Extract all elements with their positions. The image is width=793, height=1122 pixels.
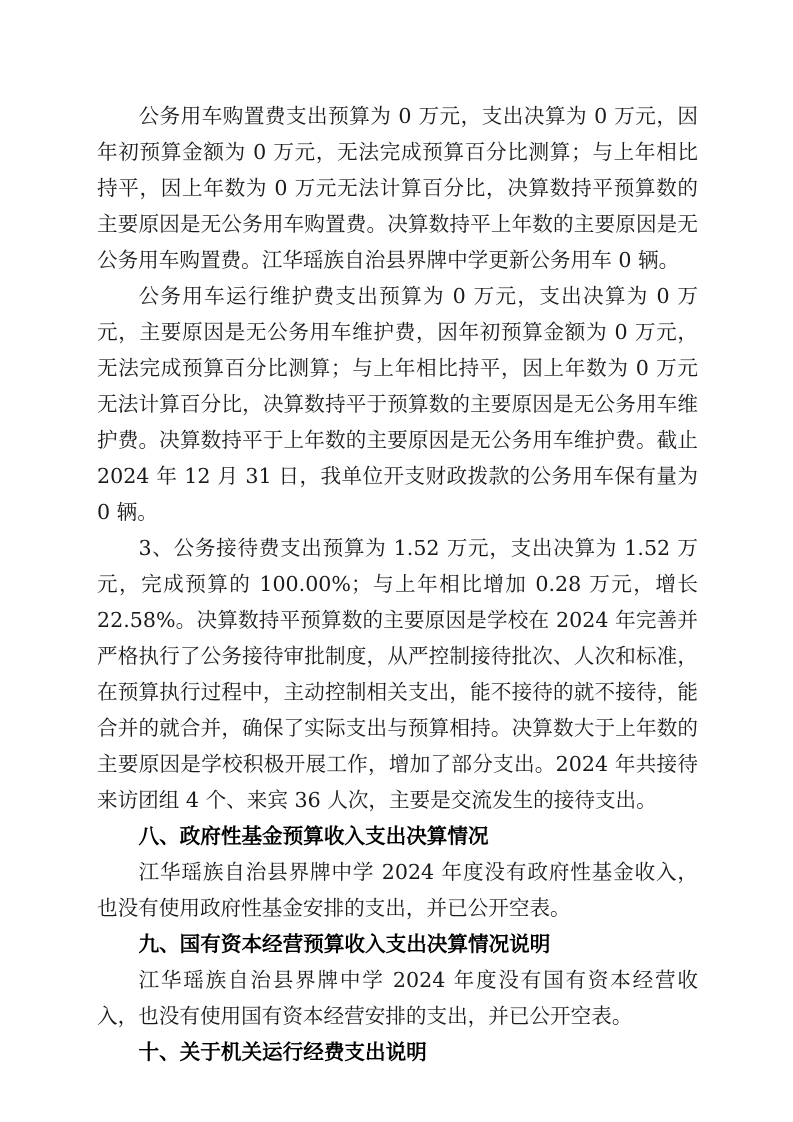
vehicle-maintenance-paragraph: 公务用车运行维护费支出预算为 0 万元，支出决算为 0 万元，主要原因是无公务用车维护费，因年初预算金额为 0 万元，无法完成预算百分比测算；与上年相比持平，因上年数为 0 万元无法计算百分比，决算数持平于预算数的主要原因是无公务用车维护费。决算数持平于上年数的主要原因是无公务用车维护费。截止 2024 年 12 月 31 日，我单位开支财政拨款的公务用车保有量为 0 辆。: [97, 284, 698, 524]
section-heading-government-fund: 八、政府性基金预算收入支出决算情况: [138, 824, 489, 848]
section-body-state-capital: 江华瑶族自治县界牌中学 2024 年度没有国有资本经营收入，也没有使用国有资本经营安排的支出，并已公开空表。: [97, 968, 698, 1028]
document-content: [97, 0, 698, 1070]
section-body-government-fund: 江华瑶族自治县界牌中学 2024 年度没有政府性基金收入，也没有使用政府性基金安排的支出，并已公开空表。: [97, 860, 698, 920]
section-heading-operating-expenses: 十、关于机关运行经费支出说明: [138, 1040, 427, 1064]
section-heading-state-capital: 九、国有资本经营预算收入支出决算情况说明: [138, 932, 551, 956]
reception-expense-paragraph: 3、公务接待费支出预算为 1.52 万元，支出决算为 1.52 万元，完成预算的 100.00%；与上年相比增加 0.28 万元，增长 22.58%。决算数持平预算数的主要原因是学校在 2024 年完善并严格执行了公务接待审批制度，从严控制接待批次、人次和标准，在预算执行过程中，主动控制相关支出，能不接待的就不接待，能合并的就合并，确保了实际支出与预算相持。决算数大于上年数的主要原因是学校积极开展工作，增加了部分支出。2024 年共接待来访团组 4 个、来宾 36 人次，主要是交流发生的接待支出。: [97, 536, 698, 812]
vehicle-purchase-paragraph: 公务用车购置费支出预算为 0 万元，支出决算为 0 万元，因年初预算金额为 0 万元，无法完成预算百分比测算；与上年相比持平，因上年数为 0 万元无法计算百分比，决算数持平预算数的主要原因是无公务用车购置费。决算数持平上年数的主要原因是无公务用车购置费。江华瑶族自治县界牌中学更新公务用车 0 辆。: [97, 104, 698, 272]
